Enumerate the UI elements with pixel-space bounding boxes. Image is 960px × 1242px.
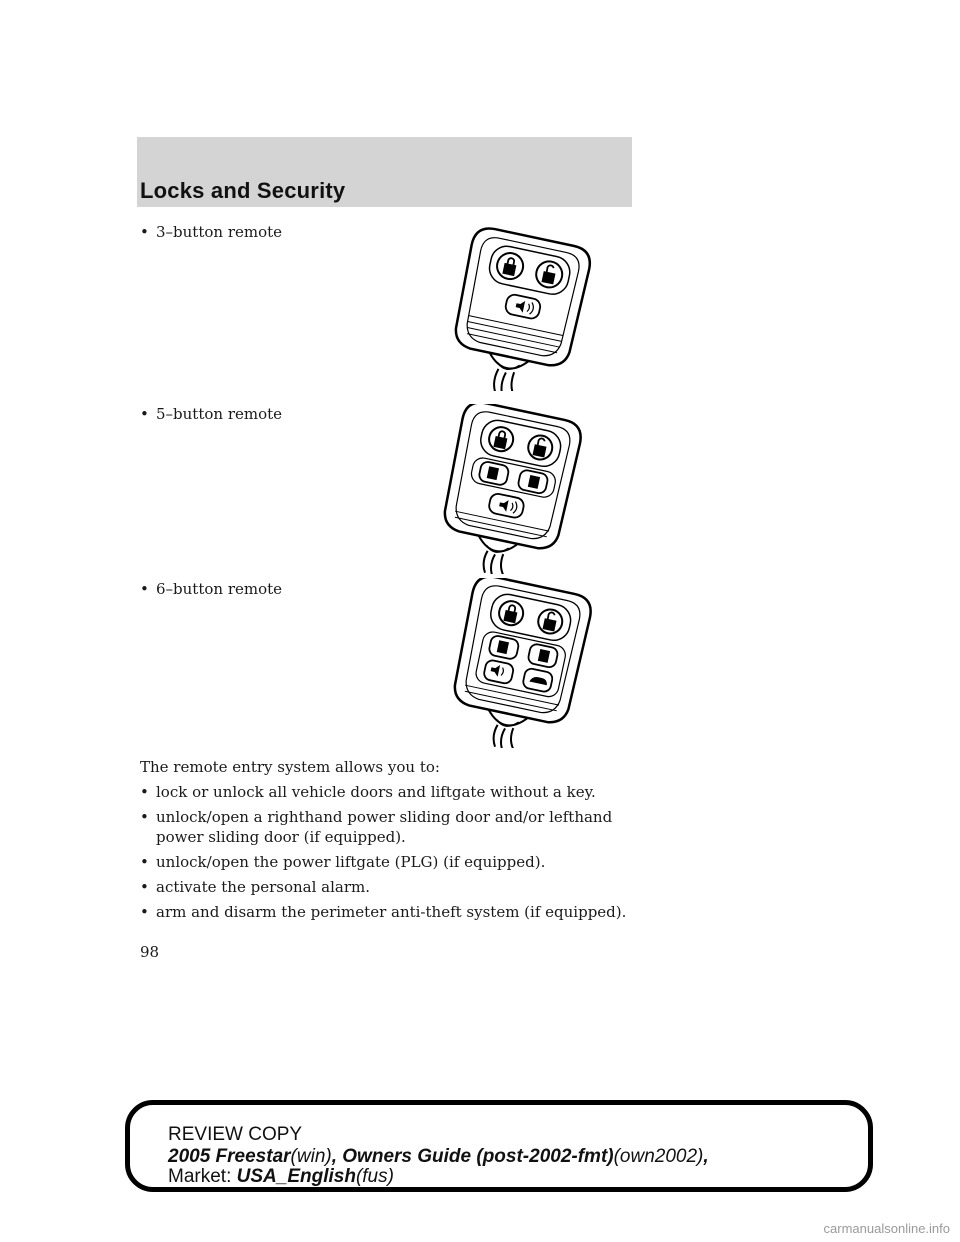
page-number: 98 — [140, 943, 160, 961]
list-item: • lock or unlock all vehicle doors and liftgate without a key. — [140, 783, 596, 801]
footer-review-label: REVIEW COPY — [168, 1124, 303, 1145]
watermark[interactable]: carmanualsonline.info — [823, 1221, 950, 1236]
bullet: • — [140, 580, 149, 598]
list-item: • unlock/open the power liftgate (PLG) (if equipped). — [140, 853, 546, 871]
intro-text: The remote entry system allows you to: — [140, 758, 440, 776]
footer-document-info: 2005 Freestar(win), Owners Guide (post-2002-fmt)(own2002), — [168, 1146, 709, 1167]
section-title: Locks and Security — [140, 178, 346, 203]
bullet: • — [140, 223, 149, 241]
three-button-remote-illustration — [440, 226, 600, 391]
remote-label-6button: • 6–button remote — [140, 580, 283, 598]
list-item: • activate the personal alarm. — [140, 878, 370, 896]
remote-label-3button: • 3–button remote — [140, 223, 283, 241]
footer-market-info: Market: USA_English(fus) — [168, 1168, 394, 1186]
list-item: • arm and disarm the perimeter anti-theft system (if equipped). — [140, 903, 627, 921]
five-button-remote-illustration — [430, 404, 590, 574]
capabilities-list — [140, 782, 640, 927]
bullet: • — [140, 405, 149, 423]
remote-label-5button: • 5–button remote — [140, 405, 283, 423]
six-button-remote-illustration — [440, 578, 600, 748]
list-item: • unlock/open a righthand power sliding door and/or lefthand power sliding door (if equipped). — [140, 808, 613, 846]
